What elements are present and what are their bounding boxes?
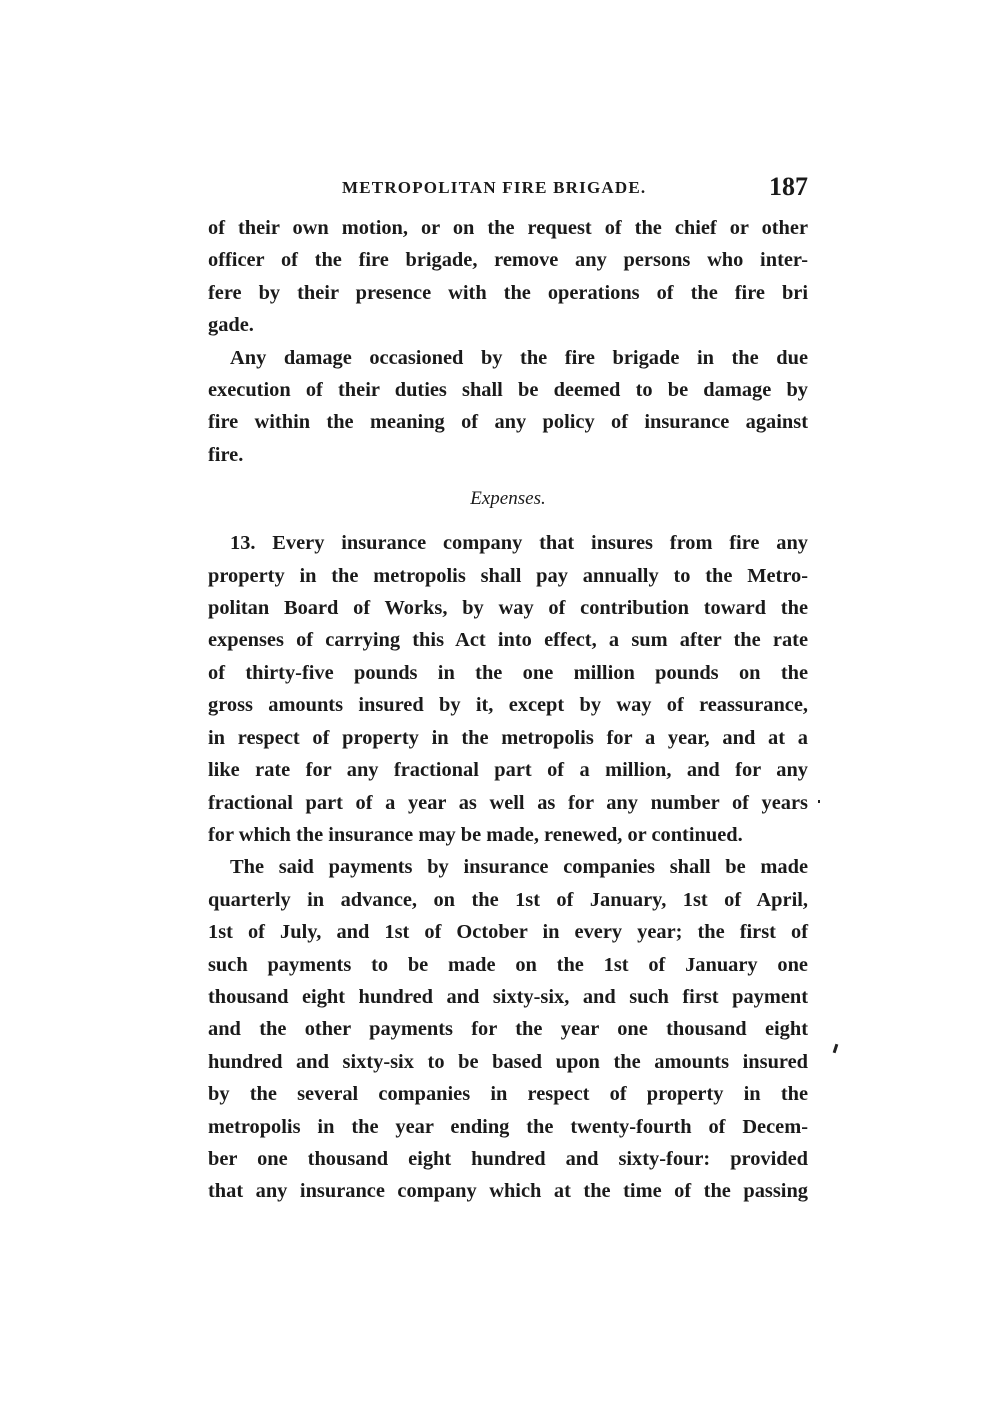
running-head [208,172,808,212]
text-line: fire. [208,443,244,466]
text-line: gade. [208,314,254,337]
text-line: quarterly in advance, on the 1st of January, 1st of April, [208,888,808,911]
paragraph-payments [208,851,808,1207]
text-line: ber one thousand eight hundred and sixty-four: provided [208,1147,808,1170]
text-line: thousand eight hundred and sixty-six, and such first payment [208,985,808,1008]
text-line: metropolis in the year ending the twenty-fourth of Decem- [208,1115,808,1138]
paragraph-continuation [208,212,808,342]
text-line: such payments to be made on the 1st of January one [208,953,808,976]
text-line: politan Board of Works, by way of contribution toward the [208,597,808,620]
text-line: of thirty-five pounds in the one million pounds on the [208,661,808,684]
text-line: fractional part of a year as well as for any number of years [208,791,808,814]
text-line: 13. Every insurance company that insures from fire any [230,532,808,555]
text-line: of their own motion, or on the request of the chief or other [208,217,808,239]
text-line: 1st of July, and 1st of October in every year; the first of [208,921,808,944]
text-line: execution of their duties shall be deemed to be damage by [208,379,808,402]
text-line: Any damage occasioned by the fire brigade in the due [230,346,808,369]
paragraph-damage [208,342,808,472]
text-line: gross amounts insured by it, except by way of reassurance, [208,694,808,717]
ink-speck [833,1044,839,1053]
ink-speck [818,800,820,803]
section-heading: Expenses. [470,488,546,510]
text-line: property in the metropolis shall pay annually to the Metro- [208,564,808,587]
text-line: that any insurance company which at the time of the passing [208,1180,808,1203]
text-line: fire within the meaning of any policy of insurance against [208,411,808,434]
book-page [208,172,808,1208]
text-line: for which the insurance may be made, renewed, or continued. [208,823,743,846]
text-line: hundred and sixty-six to be based upon the amounts insured [208,1050,808,1073]
text-line: like rate for any fractional part of a million, and for any [208,759,808,782]
text-line: by the several companies in respect of property in the [208,1083,808,1106]
page-number: 187 [769,172,808,201]
text-line: officer of the fire brigade, remove any persons who inter- [208,249,808,272]
text-line: and the other payments for the year one thousand eight [208,1018,808,1041]
paragraph-section-13 [208,527,808,851]
text-line: expenses of carrying this Act into effect, a sum after the rate [208,629,808,652]
running-title: METROPOLITAN FIRE BRIGADE. [342,178,647,197]
body-text [208,212,808,1208]
text-line: fere by their presence with the operations of the fire bri [208,281,808,304]
text-line: in respect of property in the metropolis for a year, and at a [208,726,808,749]
text-line: The said payments by insurance companies shall be made [230,856,808,879]
